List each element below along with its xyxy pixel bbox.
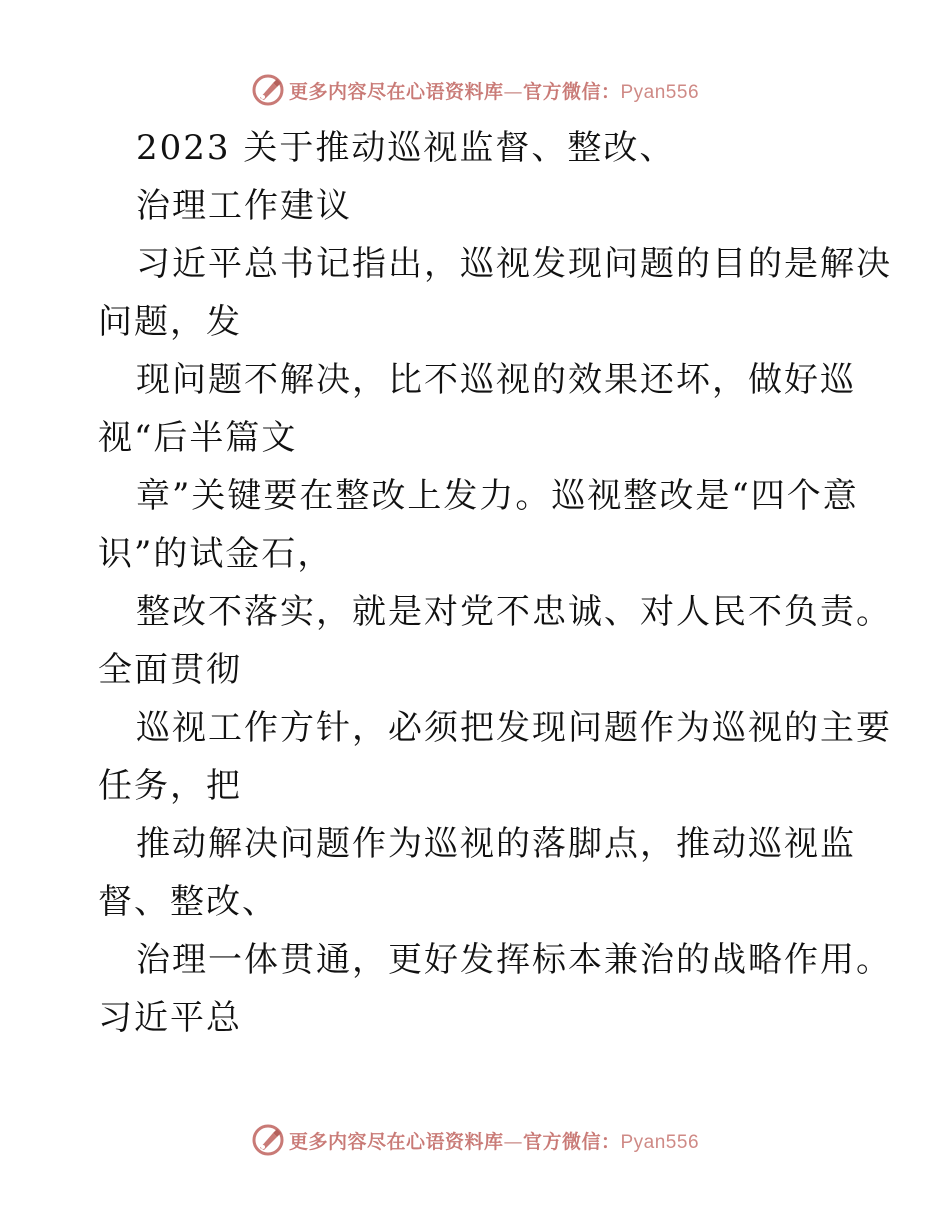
watermark-dash: —: [503, 1130, 523, 1153]
footer-watermark: [0, 1118, 950, 1162]
paragraph-line: 现问题不解决，比不巡视的效果还坏，做好巡: [136, 360, 856, 400]
paragraph-line: 巡视工作方针，必须把发现问题作为巡视的主要: [136, 708, 892, 748]
paragraph-line: 问题，发: [98, 302, 242, 342]
paragraph-line: 治理一体贯通，更好发挥标本兼治的战略作用。: [136, 940, 892, 980]
pen-nib-seal-icon: [251, 1123, 285, 1157]
watermark-brand: 更多内容尽在心语资料库: [288, 1130, 504, 1153]
pen-nib-seal-icon: [251, 73, 285, 107]
paragraph-line: 整改不落实，就是对党不忠诚、对人民不负责。: [136, 592, 892, 632]
watermark-contact-id: Pyan556: [620, 1131, 700, 1153]
paragraph-line: 全面贯彻: [98, 650, 242, 690]
paragraph-line: 督、整改、: [98, 882, 278, 922]
watermark-contact-label: 官方微信：: [522, 1130, 621, 1153]
paragraph-line: 识”的试金石，: [98, 534, 334, 574]
header-watermark: [0, 68, 950, 112]
paragraph-line: 习近平总书记指出，巡视发现问题的目的是解决: [136, 244, 892, 284]
doc-title-line-2: 治理工作建议: [136, 186, 352, 226]
watermark-brand: 更多内容尽在心语资料库: [288, 80, 504, 103]
watermark-contact-id: Pyan556: [620, 81, 700, 103]
paragraph-line: 推动解决问题作为巡视的落脚点，推动巡视监: [136, 824, 856, 864]
paragraph-line: 视“后半篇文: [98, 418, 298, 458]
paragraph-line: 任务，把: [98, 766, 242, 806]
doc-title-line-1: 2023 关于推动巡视监督、整改、: [136, 128, 676, 168]
watermark-text: [289, 1127, 699, 1154]
watermark-text: [289, 77, 699, 104]
watermark-dash: —: [503, 80, 523, 103]
paragraph-line: 习近平总: [98, 998, 242, 1038]
watermark-contact-label: 官方微信：: [522, 80, 621, 103]
paragraph-line: 章”关键要在整改上发力。巡视整改是“四个意: [136, 476, 859, 516]
